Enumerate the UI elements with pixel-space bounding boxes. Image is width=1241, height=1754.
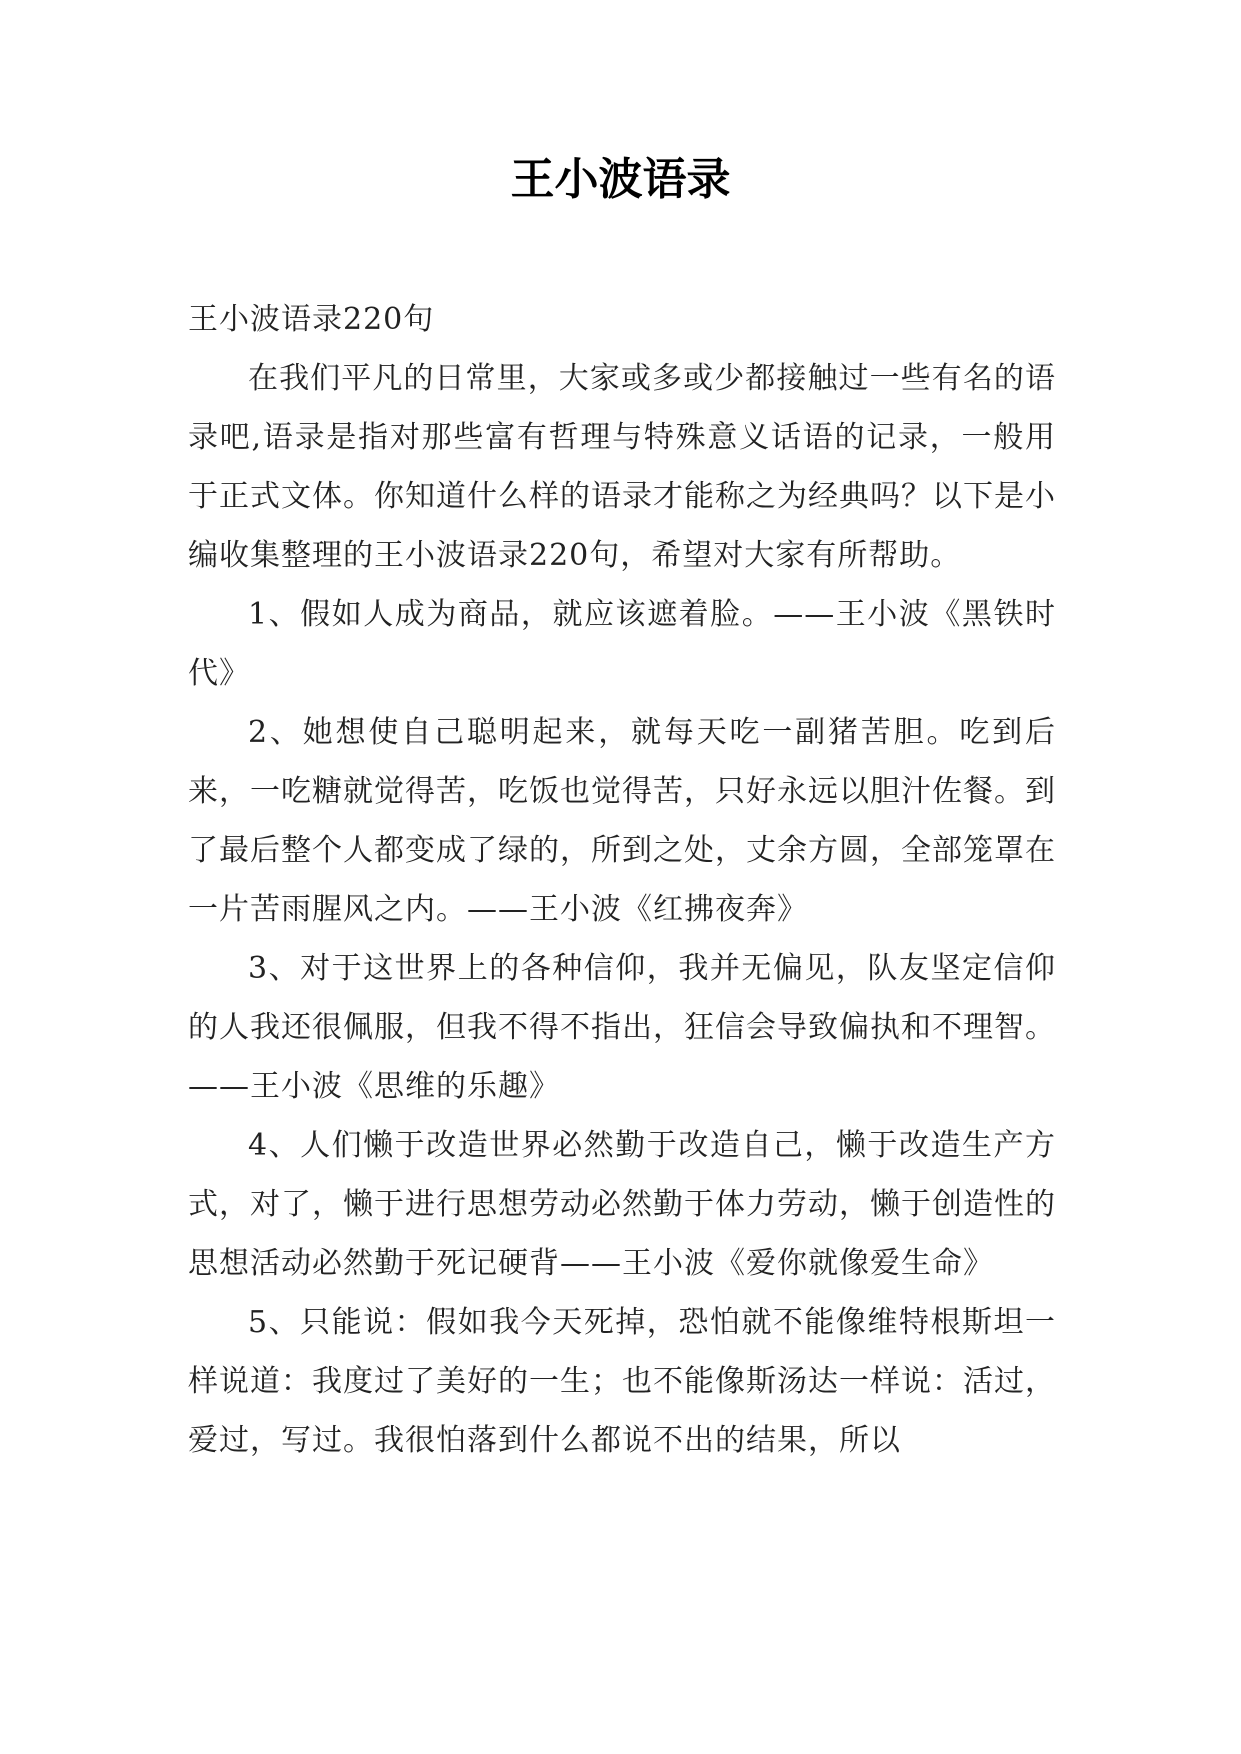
document-body <box>188 290 1056 1470</box>
quote-paragraph: 1、假如人成为商品，就应该遮着脸。——王小波《黑铁时代》 <box>188 597 1056 691</box>
quote-paragraph: 5、只能说：假如我今天死掉，恐怕就不能像维特根斯坦一样说道：我度过了美好的一生；也不能像斯汤达一样说：活过，爱过，写过。我很怕落到什么都说不出的结果，所以 <box>188 1305 1056 1458</box>
quote-paragraph: 4、人们懒于改造世界必然勤于改造自己，懒于改造生产方式，对了，懒于进行思想劳动必然勤于体力劳动，懒于创造性的思想活动必然勤于死记硬背——王小波《爱你就像爱生命》 <box>188 1128 1056 1281</box>
document-subtitle: 王小波语录220句 <box>188 302 435 337</box>
quote-paragraph: 3、对于这世界上的各种信仰，我并无偏见，队友坚定信仰的人我还很佩服，但我不得不指出，狂信会导致偏执和不理智。——王小波《思维的乐趣》 <box>188 951 1056 1104</box>
document-title: 王小波语录 <box>510 154 731 205</box>
intro-paragraph: 在我们平凡的日常里，大家或多或少都接触过一些有名的语录吧,语录是指对那些富有哲理与特殊意义话语的记录，一般用于正式文体。你知道什么样的语录才能称之为经典吗？以下是小编收集整理的王小波语录220句，希望对大家有所帮助。 <box>188 361 1056 573</box>
quote-paragraph: 2、她想使自己聪明起来，就每天吃一副猪苦胆。吃到后来，一吃糖就觉得苦，吃饭也觉得苦，只好永远以胆汁佐餐。到了最后整个人都变成了绿的，所到之处，丈余方圆，全部笼罩在一片苦雨腥风之内。——王小波《红拂夜奔》 <box>188 715 1056 927</box>
